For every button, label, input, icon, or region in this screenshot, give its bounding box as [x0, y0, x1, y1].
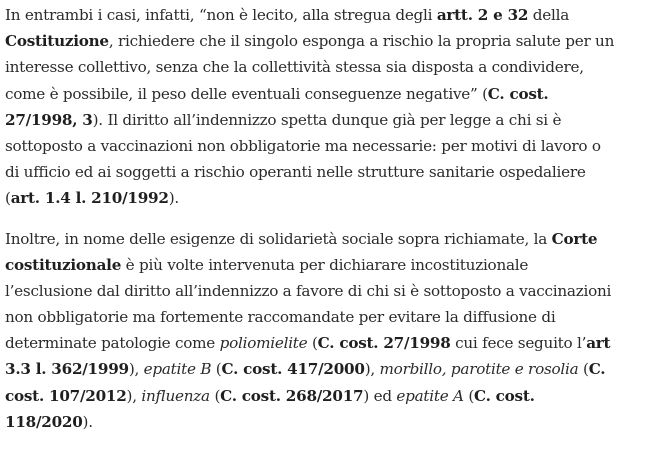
text-segment: ( — [463, 386, 475, 405]
text-segment: come è possibile, il peso delle eventuali conseguenze negative” ( — [5, 84, 488, 103]
text-segment: determinate patologie come — [5, 334, 220, 353]
text-segment: In entrambi i casi, infatti, “non è lecito, alla stregua degli — [5, 6, 437, 24]
text-segment: ). — [82, 412, 93, 431]
disease-name: poliomielite — [219, 334, 308, 353]
text-line — [5, 28, 658, 54]
text-segment: non obbligatorie ma fortemente raccomandate per evitare la diffusione di — [5, 308, 556, 327]
legal-citation: C. — [588, 360, 606, 379]
text-segment: Inoltre, in nome delle esigenze di solidarietà sociale sopra richiamate, la — [5, 229, 552, 248]
legal-citation: C. cost. 268/2017 — [220, 386, 364, 405]
text-line — [5, 356, 658, 382]
text-segment: ), — [364, 360, 380, 379]
disease-name: epatite B — [143, 360, 212, 379]
legal-citation: 27/1998, 3 — [5, 110, 93, 129]
text-line — [5, 383, 658, 409]
text-segment: ), — [128, 360, 144, 379]
text-segment: ), — [126, 386, 142, 405]
text-segment: , richiedere che il singolo esponga a rischio la propria salute per un — [108, 32, 615, 51]
text-segment: ( — [307, 334, 318, 353]
text-segment: della — [528, 6, 570, 24]
text-line — [5, 2, 658, 28]
legal-citation: C. cost. 417/2000 — [221, 360, 365, 379]
legal-citation: art. 1.4 l. 210/1992 — [10, 189, 169, 208]
text-segment: ). Il diritto all’indennizzo spetta dunque già per legge a chi si è — [92, 110, 562, 129]
text-segment: ( — [209, 386, 221, 405]
text-line — [5, 409, 658, 435]
text-segment: è più volte intervenuta per dichiarare incostituzionale — [121, 255, 529, 274]
legal-citation: Corte — [551, 229, 598, 248]
paragraph — [5, 226, 658, 436]
text-line — [5, 278, 658, 304]
text-segment: di ufficio ed ai soggetti a rischio operanti nelle strutture sanitarie ospedaliere — [5, 163, 586, 182]
legal-citation: 3.3 l. 362/1999 — [5, 360, 129, 379]
disease-name: influenza — [141, 386, 210, 405]
text-line — [5, 54, 658, 80]
text-segment: l’esclusione dal diritto all’indennizzo a favore di chi si è sottoposto a vaccinazioni — [5, 281, 612, 300]
text-segment: ( — [211, 360, 222, 379]
legal-citation: Costituzione — [5, 32, 109, 51]
text-line — [5, 226, 658, 252]
text-segment: interesse collettivo, senza che la collettività stessa sia disposta a condividere, — [5, 58, 584, 77]
text-line — [5, 133, 658, 159]
text-segment: cui fece seguito l’ — [450, 334, 587, 353]
legal-citation: 118/2020 — [5, 412, 83, 431]
legal-citation: art — [586, 334, 611, 353]
text-segment: ) ed — [363, 386, 397, 405]
disease-name: epatite A — [396, 386, 464, 405]
legal-citation: artt. 2 e 32 — [436, 6, 529, 24]
text-segment: ). — [168, 189, 179, 208]
legal-citation: C. cost. 27/1998 — [317, 334, 451, 353]
text-line — [5, 185, 658, 211]
text-line — [5, 304, 658, 330]
legal-citation: costituzionale — [5, 255, 122, 274]
text-line — [5, 107, 658, 133]
paragraph — [5, 2, 658, 212]
legal-citation: C. cost. — [474, 386, 535, 405]
legal-citation: cost. 107/2012 — [5, 386, 127, 405]
text-segment: sottoposto a vaccinazioni non obbligatorie ma necessarie: per motivi di lavoro o — [5, 136, 601, 155]
text-line — [5, 159, 658, 185]
text-line — [5, 81, 658, 107]
text-line — [5, 330, 658, 356]
disease-name: morbillo, parotite e rosolia — [379, 360, 579, 379]
legal-citation: C. cost. — [487, 84, 549, 103]
text-segment: ( — [578, 360, 589, 379]
text-segment: ( — [5, 189, 11, 208]
text-line — [5, 252, 658, 278]
